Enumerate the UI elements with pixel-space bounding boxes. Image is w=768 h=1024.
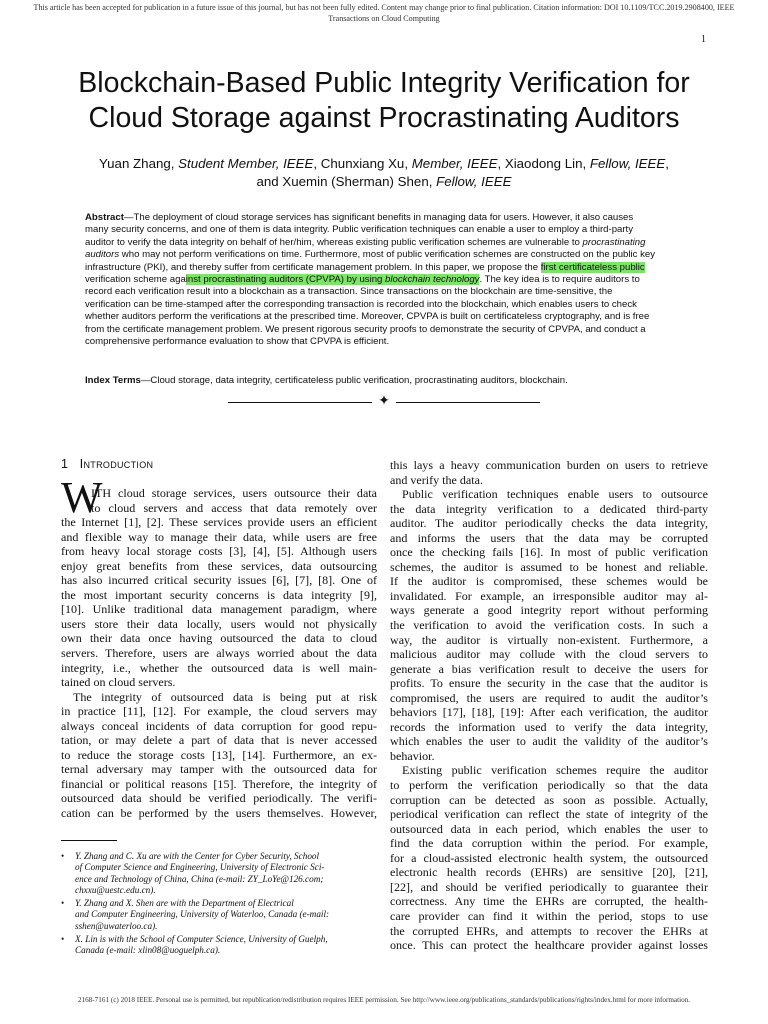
- author-4: and Xuemin (Sherman) Shen,: [256, 174, 437, 189]
- body-line: ways generate a good integrity report without performing: [390, 603, 708, 618]
- footnote: [61, 898, 377, 932]
- bullet-icon: •: [61, 934, 65, 945]
- abstract-line: [85, 274, 681, 286]
- body-line: schemes, the auditor is assumed to be honest and reliable.: [390, 559, 708, 574]
- footnote-line: Y. Zhang and X. Shen are with the Department of Electrical: [75, 898, 294, 909]
- abstract-text: auditor to verify the data integrity on behalf of her/him, whereas existing public verification schemes are vulnerable to: [85, 236, 583, 248]
- author-1-role: Student Member, IEEE: [178, 156, 314, 171]
- abstract-line: record each verification result into a blockchain as a transaction. Since transactions on the blockchain are time-sensitive, the: [85, 286, 613, 298]
- author-3: , Xiaodong Lin,: [497, 156, 590, 171]
- section-divider: [228, 396, 540, 410]
- right-column: [390, 458, 708, 953]
- body-line: and informs the users that the data may be corrupted: [390, 530, 708, 545]
- abstract-highlight-text: inst procrastinating auditors (CPVPA) by using: [185, 274, 386, 286]
- footnote: [61, 851, 377, 896]
- body-line: compromised, the users are required to audit the auditor’s: [390, 690, 708, 705]
- body-line: tained on cloud servers.: [61, 675, 176, 690]
- body-line: records the information used to verify the data integrity,: [390, 719, 708, 734]
- title-line-2: Cloud Storage against Procrastinating Auditors: [88, 102, 680, 134]
- author-line-1: [60, 155, 708, 173]
- body-line: always conceal incidents of data corruption for good repu-: [61, 718, 377, 733]
- abstract-line: comprehensive performance evaluation to show that CPVPA is efficient.: [85, 336, 390, 348]
- abstract-highlight: first certificateless public: [540, 261, 645, 273]
- body-line: to cloud servers and access that data remotely over: [91, 500, 377, 515]
- abstract-text: who may not perform verifications on time. Furthermore, most of public verification schemes are constructed on the public key: [119, 249, 656, 261]
- body-line: the most important security concerns is data integrity [9],: [61, 587, 377, 602]
- body-line: the verification to avoid the verification costs. In such a: [390, 618, 708, 633]
- notice-line-2: Transactions on Cloud Computing: [328, 13, 440, 23]
- author-3-role: Fellow, IEEE: [589, 156, 666, 171]
- footnote-line: X. Lin is with the School of Computer Science, University of Guelph,: [75, 934, 328, 945]
- body-line: behaviors [17], [18], [19]: After each verification, the auditor: [390, 705, 708, 720]
- divider-rule-left: [228, 402, 372, 403]
- section-title: Introduction: [79, 456, 154, 471]
- body-line: generate a bias verification result to deceive the users for: [390, 661, 708, 676]
- body-line: invalidated. For example, an irresponsible auditor may al-: [390, 588, 708, 603]
- divider-rule-right: [396, 402, 540, 403]
- abstract-line: whether auditors perform the verifications at the prescribed time. Moreover, CPVPA is built on certificateless cryptography, and is free: [85, 311, 650, 323]
- abstract-line: from the certificate management problem. We present rigorous security proofs to demonstrate the security of CPVPA, and conduct a: [85, 323, 646, 335]
- abstract-line: verification can be time-stamped after the corresponding transaction is recorded into the blockchain, which enables users to check: [85, 298, 637, 310]
- body-line: in practice [11], [12]. For example, the cloud servers may: [61, 704, 377, 719]
- footnote-line: chxxu@uestc.edu.cn).: [75, 884, 156, 895]
- author-line-2: [60, 173, 708, 191]
- body-line: once the checking fails [16]. In most of public verification: [390, 545, 708, 560]
- abstract-line: many security concerns, and one of them is data integrity. Public verification techniques can enable a user to employ a third-party: [85, 224, 634, 236]
- index-terms: [85, 375, 681, 386]
- abstract-line: [85, 212, 681, 224]
- body-line: for a cloud-assisted electronic health system, the outsourced: [390, 850, 708, 865]
- body-line: malicious auditor may collude with the cloud servers to: [390, 647, 708, 662]
- footnote-rule: [61, 840, 117, 841]
- body-line: way, the auditor is virtually non-existent. Furthermore, a: [390, 632, 708, 647]
- body-line: integrity, i.e., whether the outsourced data is well main-: [61, 660, 377, 675]
- body-line: and flexible way to manage their data, while users are free: [61, 529, 377, 544]
- body-line: which enables the user to audit the validity of the auditor’s: [390, 734, 708, 749]
- body-line: servers. Therefore, users are always worried about the data: [61, 646, 377, 661]
- author-1: Yuan Zhang,: [99, 156, 179, 171]
- page-number: 1: [701, 34, 706, 45]
- body-line: the corrupted EHRs, and attempts to recover the EHRs at: [390, 923, 708, 938]
- author-separator: ,: [665, 156, 669, 171]
- body-line: Public verification techniques enable users to outsource: [402, 487, 708, 502]
- publication-notice: [20, 3, 748, 24]
- body-line: corruption can be detected as soon as possible. Actually,: [390, 792, 708, 807]
- body-line: own their data once having outsourced the data to cloud: [61, 631, 377, 646]
- body-line: the data integrity verification to a dedicated third-party: [390, 501, 708, 516]
- body-line: this lays a heavy communication burden on users to retrieve: [390, 458, 708, 472]
- footnotes: [61, 851, 377, 959]
- copyright-footer: 2168-7161 (c) 2018 IEEE. Personal use is permitted, but republication/redistribution requires IEEE permission. See http://www.ieee.org/publications_standards/publications/rights/index.html for more information.: [77, 996, 691, 1004]
- author-2: , Chunxiang Xu,: [313, 156, 412, 171]
- body-line: ITH cloud storage services, users outsource their data: [91, 486, 377, 500]
- drop-cap: W: [61, 473, 103, 522]
- index-terms-text: —Cloud storage, data integrity, certificateless public verification, procrastinating auditors, blockchain.: [140, 375, 568, 386]
- body-line: [10]. Unlike traditional data management paradigm, where: [61, 602, 377, 617]
- footnote-line: ence and Technology of China, China (e-mail: ZY_LoYe@126.com;: [75, 873, 324, 884]
- body-line: The integrity of outsourced data is being put at risk: [73, 689, 377, 704]
- body-line: has also incurred critical security issues [6], [7], [8]. One of: [61, 573, 377, 588]
- footnote-line: and Computer Engineering, University of Waterloo, Canada (e-mail:: [75, 909, 330, 920]
- body-line: ternal adversary may tamper with the outsourced data for: [61, 762, 377, 777]
- body-line: enjoy great benefits from these services, data outsourcing: [61, 558, 377, 573]
- abstract-line: [85, 262, 681, 274]
- body-line: electronic health records (EHRs) are sensitive [20], [21],: [390, 865, 708, 880]
- author-2-role: Member, IEEE: [411, 156, 498, 171]
- abstract-text: —The deployment of cloud storage services has significant benefits in managing data for users. However, it also causes: [123, 212, 634, 223]
- left-column: [61, 486, 377, 821]
- abstract-line: [85, 249, 681, 261]
- divider-ornament-icon: ✦: [378, 394, 390, 409]
- body-line: users store their data locally, users would not physically: [61, 616, 377, 631]
- footnote-line: Canada (e-mail: xlin08@uoguelph.ca).: [75, 945, 221, 956]
- body-line: If the auditor is compromised, these schemes would be: [390, 574, 708, 589]
- body-line: once. This can protect the healthcare provider against losses: [390, 938, 708, 953]
- abstract-emphasis: auditors: [85, 249, 120, 261]
- paper-title: [30, 66, 738, 136]
- notice-line-1: This article has been accepted for publication in a future issue of this journal, but has not been fully edited. Content may change prior to final publication. Citation information: DOI 10.1109/TCC.2019.2908400, IEEE: [33, 3, 735, 12]
- body-line: find the data corruption within the period. For example,: [390, 836, 708, 851]
- body-line: outsourced data should be verified periodically. The verifi-: [61, 791, 377, 806]
- body-line: from heavy local storage costs [3], [4], [5]. Although users: [61, 544, 377, 559]
- body-line: cation can be performed by the users themselves. However,: [61, 806, 377, 821]
- abstract-emphasis: procrastinating: [582, 236, 646, 248]
- section-heading: [61, 456, 153, 471]
- body-line: financial or political reasons [15]. Therefore, the integrity of: [61, 776, 377, 791]
- bullet-icon: •: [61, 898, 65, 909]
- author-list: [60, 155, 708, 191]
- abstract-highlight: [186, 274, 480, 285]
- body-line: to reduce the storage costs [13], [14]. Furthermore, an ex-: [61, 747, 377, 762]
- body-line: auditor. The auditor periodically checks the data integrity,: [390, 516, 708, 531]
- body-line: correctness. Any time the EHRs are corrupted, the health-: [390, 894, 708, 909]
- index-terms-label: Index Terms: [85, 375, 141, 386]
- body-line: tation, or may delete a part of data that is never accessed: [61, 733, 377, 748]
- abstract-text: verification scheme aga: [85, 274, 186, 286]
- body-line: Existing public verification schemes require the auditor: [402, 763, 708, 778]
- abstract-line: [85, 237, 681, 249]
- body-line: periodical verification can reflect the state of integrity of the: [390, 807, 708, 822]
- body-line: the Internet [1], [2]. These services provide users an efficient: [61, 515, 377, 530]
- body-line: behavior.: [390, 748, 435, 763]
- abstract-text: infrastructure (PKI), and thereby suffer from certificate management problem. In this paper, we propose the: [85, 261, 541, 273]
- abstract-text: . The key idea is to require auditors to: [479, 274, 640, 286]
- title-line-1: Blockchain-Based Public Integrity Verification for: [78, 67, 690, 99]
- bullet-icon: •: [61, 851, 65, 861]
- abstract-label: Abstract: [85, 212, 124, 223]
- footnote-line: Y. Zhang and C. Xu are with the Center for Cyber Security, School: [75, 851, 320, 861]
- body-line: to perform the verification periodically so that the data: [390, 778, 708, 793]
- footnote-line: of Computer Science and Engineering, University of Electronic Sci-: [75, 862, 325, 873]
- section-number: 1: [61, 457, 69, 471]
- body-line: care provider can find it within the period, stops to use: [390, 908, 708, 923]
- abstract: [85, 212, 681, 348]
- body-line: profits. To ensure the security in the case that the auditor is: [390, 676, 708, 691]
- body-line: and verify the data.: [390, 472, 483, 487]
- footnote: [61, 934, 377, 957]
- abstract-emphasis: blockchain technology: [385, 274, 480, 286]
- footnote-line: sshen@uwaterloo.ca).: [75, 920, 158, 931]
- body-line: [22], and should be verified periodically to guarantee their: [390, 879, 708, 894]
- body-line: outsourced data in each period, which enables the user to: [390, 821, 708, 836]
- author-4-role: Fellow, IEEE: [436, 174, 512, 189]
